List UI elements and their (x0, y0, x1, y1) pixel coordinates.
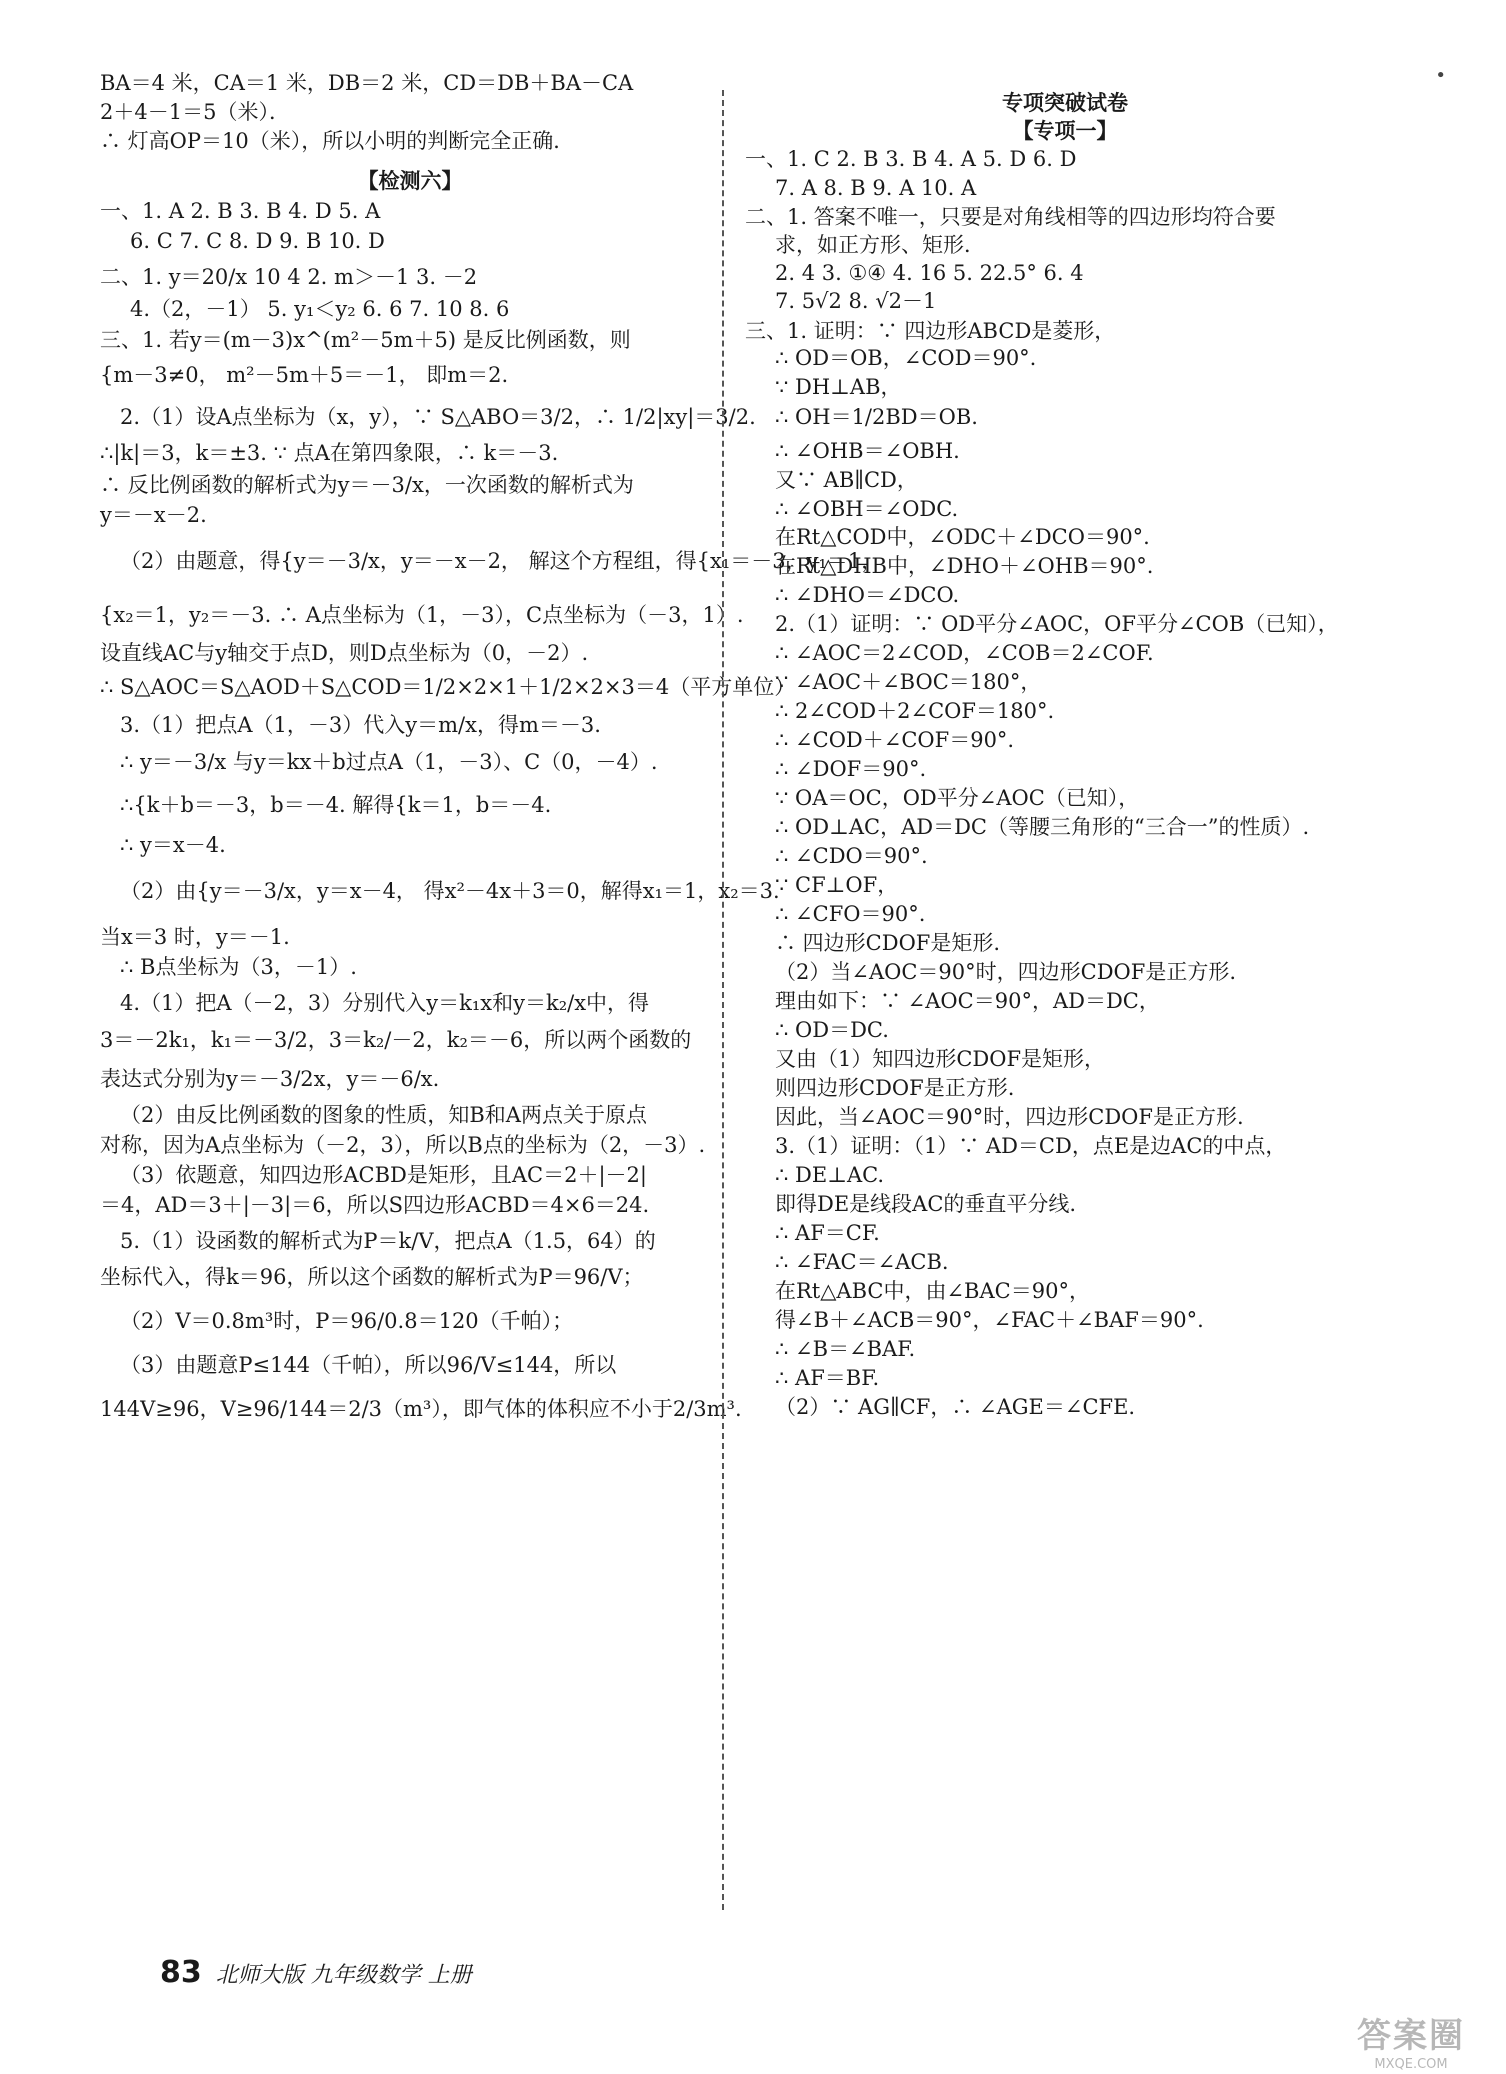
text-line: ∴ ∠OBH＝∠ODC. (775, 497, 959, 521)
text-line: 7. A 8. B 9. A 10. A (775, 176, 977, 200)
watermark (1336, 2008, 1486, 2072)
text-line: 4.（2，－1） 5. y₁＜y₂ 6. 6 7. 10 8. 6 (130, 297, 510, 321)
text-line: ∵ OA＝OC，OD平分∠AOC（已知）， (775, 786, 1140, 810)
text-line: ＝4，AD＝3＋|－3|＝6，所以S四边形ACBD＝4×6＝24. (100, 1193, 650, 1217)
text-line: 求，如正方形、矩形． (775, 233, 985, 257)
text-line: ∴ OD＝DC. (775, 1018, 889, 1042)
text-line: ∴ ∠AOC＝2∠COD，∠COB＝2∠COF. (775, 641, 1154, 665)
text-line: ∴|k|＝3，k＝±3. ∵ 点A在第四象限，∴ k＝－3. (100, 441, 559, 465)
text-line: 144V≥96，V≥96/144＝2/3（m³），即气体的体积应不小于2/3m³. (100, 1397, 742, 1421)
text-line: ∴ 灯高OP＝10（米），所以小明的判断完全正确． (100, 129, 575, 153)
text-line: ∴ ∠B＝∠BAF. (775, 1337, 916, 1361)
text-line: 2.（1）设A点坐标为（x，y），∵ S△ABO＝3/2，∴ 1/2|xy|＝3/2. (120, 405, 756, 429)
text-line: 3＝－2k₁，k₁＝－3/2，3＝k₂/－2，k₂＝－6，所以两个函数的 (100, 1028, 692, 1052)
text-line: （2）V＝0.8m³时，P＝96/0.8＝120（千帕）； (120, 1309, 574, 1333)
text-line: ∴ 四边形CDOF是矩形. (775, 931, 1001, 955)
text-line: 3.（1）证明：（1）∵ AD＝CD，点E是边AC的中点， (775, 1134, 1287, 1158)
text-line: 5.（1）设函数的解析式为P＝k/V，把点A（1.5，64）的 (120, 1229, 656, 1253)
section-title: 专项突破试卷 (1002, 90, 1128, 115)
text-line: （2）当∠AOC＝90°时，四边形CDOF是正方形. (775, 960, 1236, 984)
text-line: ∴ B点坐标为（3，－1）. (120, 955, 357, 979)
text-line: ∴ OD＝OB，∠COD＝90°. (775, 346, 1037, 370)
text-line: ∴ ∠OHB＝∠OBH. (775, 439, 960, 463)
text-line: 2.（1）证明：∵ OD平分∠AOC，OF平分∠COB（已知）， (775, 612, 1339, 636)
text-line: ∴ ∠CFO＝90°. (775, 902, 926, 926)
watermark-url: MXQE.COM (1374, 2057, 1448, 2072)
watermark-logo: 答案圈 (1357, 2016, 1465, 2056)
page-number: 83 (160, 1955, 202, 1990)
text-line: {x₂＝1，y₂＝－3. ∴ A点坐标为（1，－3），C点坐标为（－3，1）. (100, 603, 744, 627)
text-line: ∴ 2∠COD＋2∠COF＝180°. (775, 699, 1055, 723)
text-line: 在Rt△DHB中，∠DHO＋∠OHB＝90°. (775, 554, 1154, 578)
text-line: （3）依题意，知四边形ACBD是矩形，且AC＝2＋|－2| (120, 1163, 647, 1187)
text-line: y＝－x－2. (100, 503, 207, 527)
text-line: 三、1. 证明：∵ 四边形ABCD是菱形， (745, 319, 1116, 343)
text-line: （2）由反比例函数的图象的性质，知B和A两点关于原点 (120, 1103, 647, 1127)
text-line: 2＋4－1＝5（米）． (100, 100, 290, 124)
page-mark: • (1435, 65, 1446, 86)
text-line: 因此，当∠AOC＝90°时，四边形CDOF是正方形. (775, 1105, 1244, 1129)
text-line: 3.（1）把点A（1，－3）代入y＝m/x，得m＝－3. (120, 713, 601, 737)
text-line: ∴ ∠COD＋∠COF＝90°. (775, 728, 1015, 752)
text-line: （2）由{y＝－3/x，y＝x－4， 得x²－4x＋3＝0，解得x₁＝1，x₂＝3. (120, 879, 780, 903)
section-heading: 【检测六】 (357, 168, 463, 193)
text-line: ∴ AF＝BF. (775, 1366, 880, 1390)
text-line: 又由（1）知四边形CDOF是矩形， (775, 1047, 1106, 1071)
text-line: ∴ 反比例函数的解析式为y＝－3/x，一次函数的解析式为 (100, 473, 634, 497)
text-line: ∴ y＝－3/x 与y＝kx＋b过点A（1，－3）、C（0，－4）. (120, 750, 658, 774)
text-line: ∴{k＋b＝－3，b＝－4. 解得{k＝1，b＝－4. (120, 793, 552, 817)
text-line: ∴ DE⊥AC. (775, 1163, 885, 1187)
text-line: ∴ OH＝1/2BD＝OB. (775, 405, 978, 429)
text-line: ∴ y＝x－4. (120, 833, 226, 857)
text-line: 即得DE是线段AC的垂直平分线. (775, 1192, 1077, 1216)
text-line: ∴ ∠CDO＝90°. (775, 844, 928, 868)
text-line: 在Rt△ABC中，由∠BAC＝90°， (775, 1279, 1090, 1303)
text-line: 对称，因为A点坐标为（－2，3），所以B点的坐标为（2，－3）. (100, 1133, 706, 1157)
text-line: ∵ ∠AOC＋∠BOC＝180°， (775, 670, 1042, 694)
section-heading: 【专项一】 (1012, 118, 1118, 143)
text-line: ∴ OD⊥AC，AD＝DC（等腰三角形的“三合一”的性质）. (775, 815, 1310, 839)
text-line: 7. 5√2 8. √2－1 (775, 289, 937, 313)
text-line: （2）∵ AG∥CF，∴ ∠AGE＝∠CFE. (775, 1395, 1136, 1419)
text-line: BA＝4 米，CA＝1 米，DB＝2 米，CD＝DB＋BA－CA (100, 71, 634, 95)
text-line: {m－3≠0， m²－5m＋5＝－1， 即m＝2. (100, 363, 509, 387)
text-line: 坐标代入，得k＝96，所以这个函数的解析式为P＝96/V； (100, 1265, 644, 1289)
text-line: 设直线AC与y轴交于点D，则D点坐标为（0，－2）. (100, 641, 589, 665)
text-line: ∵ DH⊥AB， (775, 375, 902, 399)
text-line: 二、1. 答案不唯一，只要是对角线相等的四边形均符合要 (745, 205, 1276, 229)
text-line: 二、1. y＝20/x 10 4 2. m＞－1 3. －2 (100, 265, 478, 289)
text-line: ∴ ∠DHO＝∠DCO. (775, 583, 960, 607)
text-line: 得∠B＋∠ACB＝90°，∠FAC＋∠BAF＝90°. (775, 1308, 1204, 1332)
text-line: ∴ S△AOC＝S△AOD＋S△COD＝1/2×2×1＋1/2×2×3＝4（平方单位） (100, 675, 796, 699)
text-line: ∴ ∠FAC＝∠ACB. (775, 1250, 949, 1274)
text-line: ∴ ∠DOF＝90°. (775, 757, 927, 781)
column-divider (722, 90, 724, 1910)
text-line: 4.（1）把A（－2，3）分别代入y＝k₁x和y＝k₂/x中，得 (120, 991, 650, 1015)
footer-text: 北师大版 九年级数学 上册 (215, 1963, 472, 1988)
text-line: 理由如下：∵ ∠AOC＝90°，AD＝DC， (775, 989, 1160, 1013)
text-line: 又∵ AB∥CD， (775, 468, 918, 492)
text-line: ∴ AF＝CF. (775, 1221, 880, 1245)
text-line: （3）由题意P≤144（千帕），所以96/V≤144，所以 (120, 1353, 617, 1377)
text-line: 表达式分别为y＝－3/2x，y＝－6/x. (100, 1067, 440, 1091)
text-line: 当x＝3 时，y＝－1. (100, 925, 290, 949)
text-line: ∵ CF⊥OF， (775, 873, 899, 897)
text-line: 在Rt△COD中，∠ODC＋∠DCO＝90°. (775, 525, 1150, 549)
page-footer (160, 1955, 472, 1995)
text-line: （2）由题意，得{y＝－3/x，y＝－x－2， 解这个方程组，得{x₁＝－3，y₁＝1， (120, 549, 883, 573)
text-line: 三、1. 若y＝(m－3)x^(m²－5m＋5) 是反比例函数，则 (100, 328, 631, 352)
text-line: 一、1. A 2. B 3. B 4. D 5. A (100, 199, 381, 223)
text-line: 6. C 7. C 8. D 9. B 10. D (130, 229, 385, 253)
text-line: 一、1. C 2. B 3. B 4. A 5. D 6. D (745, 147, 1077, 171)
text-line: 2. 4 3. ①④ 4. 16 5. 22.5° 6. 4 (775, 261, 1084, 285)
text-line: 则四边形CDOF是正方形. (775, 1076, 1015, 1100)
